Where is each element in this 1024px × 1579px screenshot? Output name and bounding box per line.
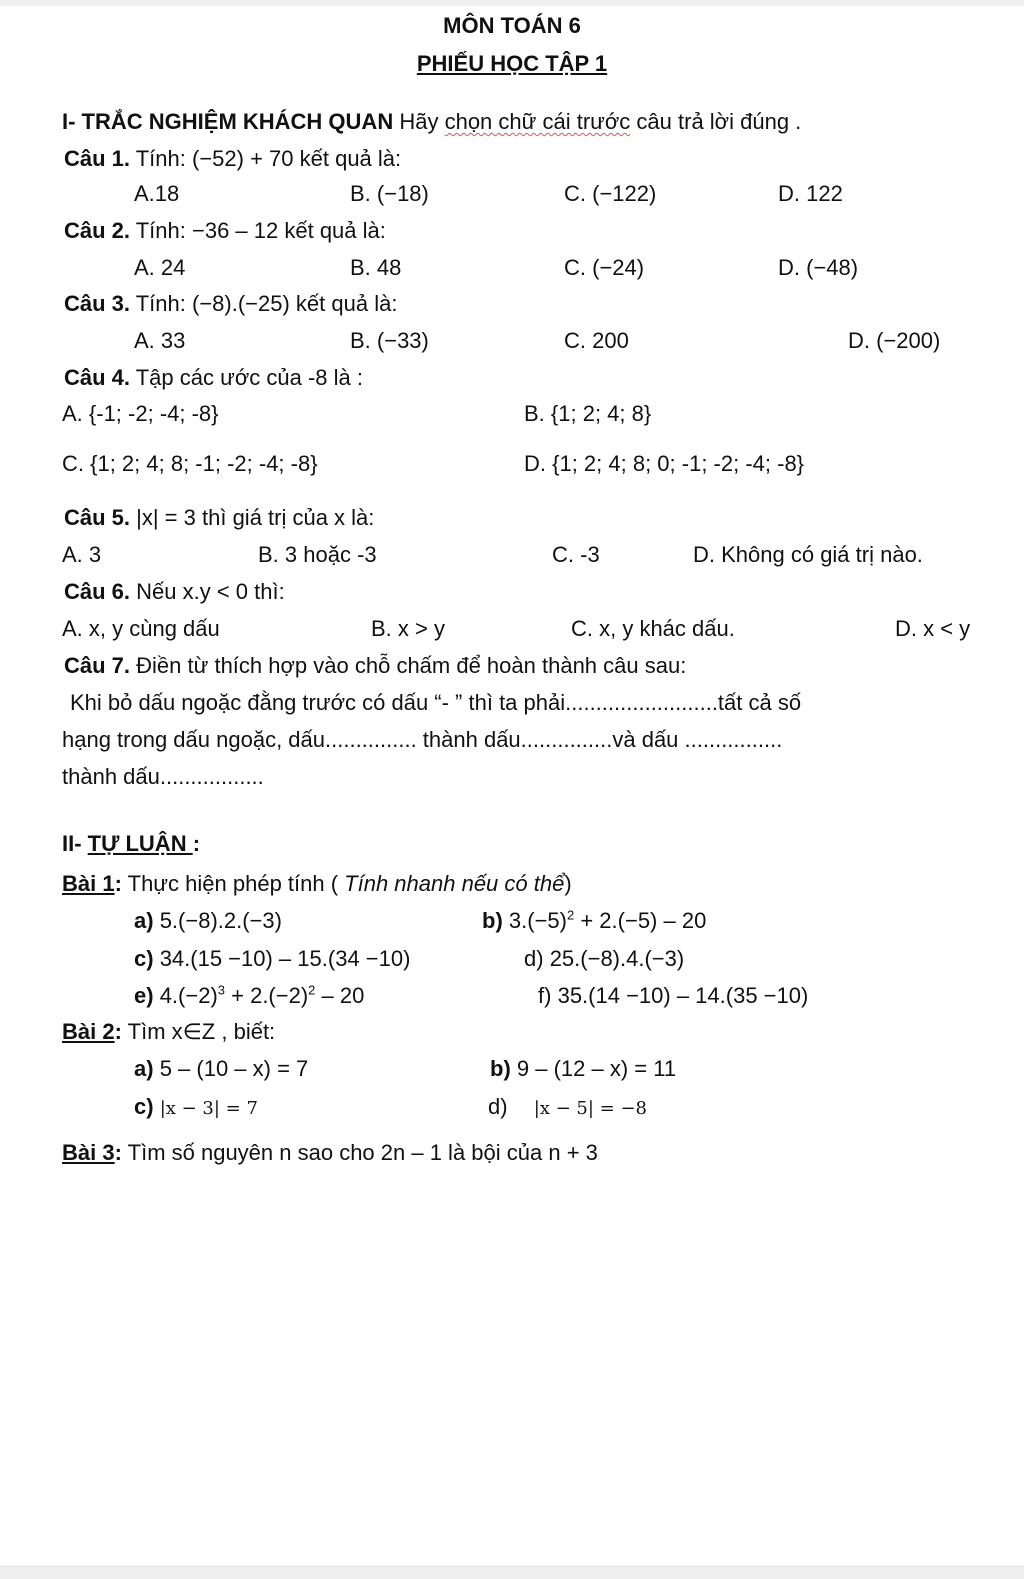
question-label: Câu 2. — [64, 218, 131, 243]
bai3-colon: : — [114, 1140, 122, 1165]
option-5a: A. 3 — [62, 542, 102, 567]
bai2-heading — [62, 1018, 275, 1046]
option-3c: C. 200 — [564, 328, 629, 353]
part2-title-underlined: TỰ LUẬN — [87, 831, 193, 856]
bai1-label: Bài 1 — [62, 871, 115, 896]
option-6b: B. x > y — [371, 616, 445, 641]
bai2-text-math: x∈Z — [171, 1019, 216, 1044]
bai3-text: Tìm số nguyên n sao cho 2n – 1 là bội của n + 3 — [121, 1140, 598, 1165]
option-1b: B. (−18) — [350, 181, 429, 206]
option-6a: A. x, y cùng dấu — [62, 616, 220, 641]
top-strip — [0, 0, 1024, 6]
question-label: Câu 1. — [64, 146, 131, 171]
q7-line-3: thành dấu................. — [62, 764, 264, 789]
item-expr-pre: 3.(−5) — [508, 908, 567, 933]
q7-line-2: hạng trong dấu ngoặc, dấu............... thành dấu...............và dấu ................ — [62, 727, 783, 752]
bottom-strip — [0, 1565, 1024, 1579]
option-5c: C. -3 — [552, 542, 600, 567]
question-text: Điền từ thích hợp vào chỗ chấm để hoàn thành câu sau: — [130, 653, 687, 678]
item-letter: b) — [490, 1056, 511, 1081]
item-expr-pre: 4.(−2) — [159, 983, 218, 1008]
option-2d: D. (−48) — [778, 255, 859, 280]
question-2 — [64, 217, 386, 245]
bai3-heading — [62, 1139, 598, 1167]
item-expr: 5 – (10 – x) = 7 — [159, 1056, 309, 1081]
item-letter: a) — [134, 1056, 154, 1081]
option-3a: A. 33 — [134, 328, 186, 353]
item-letter: d) — [488, 1094, 508, 1119]
item-expr: 35.(14 −10) – 14.(35 −10) — [557, 983, 809, 1008]
item-letter: e) — [134, 983, 154, 1008]
bai2-item-b — [490, 1055, 676, 1083]
bai2-colon: : — [114, 1019, 122, 1044]
question-3 — [64, 290, 397, 318]
bai2-item-a — [134, 1055, 308, 1083]
option-3b: B. (−33) — [350, 328, 429, 353]
item-letter: b) — [482, 908, 503, 933]
item-expr-post: – 20 — [315, 983, 365, 1008]
sheet-title: PHIẾU HỌC TẬP 1 — [416, 51, 608, 76]
bai1-text-italic: Tính nhanh nếu có thể — [344, 871, 565, 896]
bai1-item-d — [524, 945, 684, 973]
part1-instruction-pre: Hãy — [399, 109, 445, 134]
item-letter: a) — [134, 908, 154, 933]
item-expr-mid: + 2.(−2) — [225, 983, 309, 1008]
part1-heading — [62, 108, 801, 136]
question-text: Tính: (−8).(−25) kết quả là: — [130, 291, 398, 316]
item-exponent: 2 — [566, 907, 575, 923]
subject-title: MÔN TOÁN 6 — [443, 13, 581, 38]
question-label: Câu 6. — [64, 579, 131, 604]
option-4d: D. {1; 2; 4; 8; 0; -1; -2; -4; -8} — [524, 451, 805, 476]
bai1-item-f — [538, 982, 808, 1010]
item-letter: c) — [134, 946, 154, 971]
q7-line-1: Khi bỏ dấu ngoặc đằng trước có dấu “- ” thì ta phải.........................tất cả số — [70, 690, 802, 715]
part2-title-suffix: : — [192, 831, 201, 856]
item-letter: c) — [134, 1094, 154, 1119]
question-text: Tập các ước của -8 là : — [130, 365, 363, 390]
part1-instruction-post: câu trả lời đúng . — [630, 109, 802, 134]
bai2-text-pre: Tìm — [121, 1019, 172, 1044]
option-4a: A. {-1; -2; -4; -8} — [62, 401, 219, 426]
question-text: Nếu x.y < 0 thì: — [130, 579, 285, 604]
question-label: Câu 5. — [64, 505, 131, 530]
option-5b: B. 3 hoặc -3 — [258, 542, 377, 567]
option-6c: C. x, y khác dấu. — [571, 616, 735, 641]
part2-heading — [62, 830, 200, 858]
option-1d: D. 122 — [778, 181, 843, 206]
option-2b: B. 48 — [350, 255, 402, 280]
part1-instruction-wavy: chọn chữ cái trước — [444, 109, 631, 134]
bai1-text-pre: Thực hiện phép tính ( — [121, 871, 345, 896]
question-1 — [64, 145, 401, 173]
option-6d: D. x < y — [895, 616, 971, 641]
bai1-item-c — [134, 945, 410, 973]
option-2a: A. 24 — [134, 255, 186, 280]
item-exponent: 2 — [308, 982, 316, 998]
question-label: Câu 7. — [64, 653, 131, 678]
question-label: Câu 3. — [64, 291, 131, 316]
bai1-text-post: ) — [564, 871, 572, 896]
question-5 — [64, 504, 374, 532]
question-text: Tính: −36 – 12 kết quả là: — [130, 218, 386, 243]
bai2-label: Bài 2 — [62, 1019, 115, 1044]
item-expr: 9 – (12 – x) = 11 — [516, 1056, 677, 1081]
item-expr: |x − 5| = −8 — [533, 1098, 648, 1119]
bai1-item-a — [134, 907, 282, 935]
bai1-item-e — [134, 982, 364, 1010]
item-expr: 5.(−8).2.(−3) — [159, 908, 282, 933]
bai1-heading — [62, 870, 572, 898]
item-letter: d) — [524, 946, 544, 971]
option-5d: D. Không có giá trị nào. — [693, 542, 923, 567]
item-expr: 34.(15 −10) – 15.(34 −10) — [159, 946, 411, 971]
question-text: |x| = 3 thì giá trị của x là: — [130, 505, 375, 530]
option-2c: C. (−24) — [564, 255, 645, 280]
bai2-item-d — [488, 1093, 647, 1123]
option-1c: C. (−122) — [564, 181, 657, 206]
item-expr: |x − 3| = 7 — [159, 1098, 258, 1119]
bai1-colon: : — [114, 871, 122, 896]
bai1-item-b — [482, 907, 706, 935]
item-exponent: 3 — [217, 982, 226, 998]
question-4 — [64, 364, 363, 392]
item-expr: 25.(−8).4.(−3) — [549, 946, 685, 971]
question-text: Tính: (−52) + 70 kết quả là: — [130, 146, 402, 171]
option-4b: B. {1; 2; 4; 8} — [524, 401, 652, 426]
part2-title-prefix: II- — [62, 831, 88, 856]
part1-title: I- TRẮC NGHIỆM KHÁCH QUAN — [62, 109, 394, 134]
bai3-label: Bài 3 — [62, 1140, 115, 1165]
option-3d: D. (−200) — [848, 328, 941, 353]
item-expr-post: + 2.(−5) – 20 — [574, 908, 707, 933]
bai2-text-post: , biết: — [215, 1019, 276, 1044]
option-4c: C. {1; 2; 4; 8; -1; -2; -4; -8} — [62, 451, 318, 476]
question-label: Câu 4. — [64, 365, 131, 390]
option-1a: A.18 — [134, 181, 180, 206]
question-7 — [64, 652, 686, 680]
question-6 — [64, 578, 285, 606]
bai2-item-c — [134, 1093, 258, 1123]
item-letter: f) — [538, 983, 552, 1008]
